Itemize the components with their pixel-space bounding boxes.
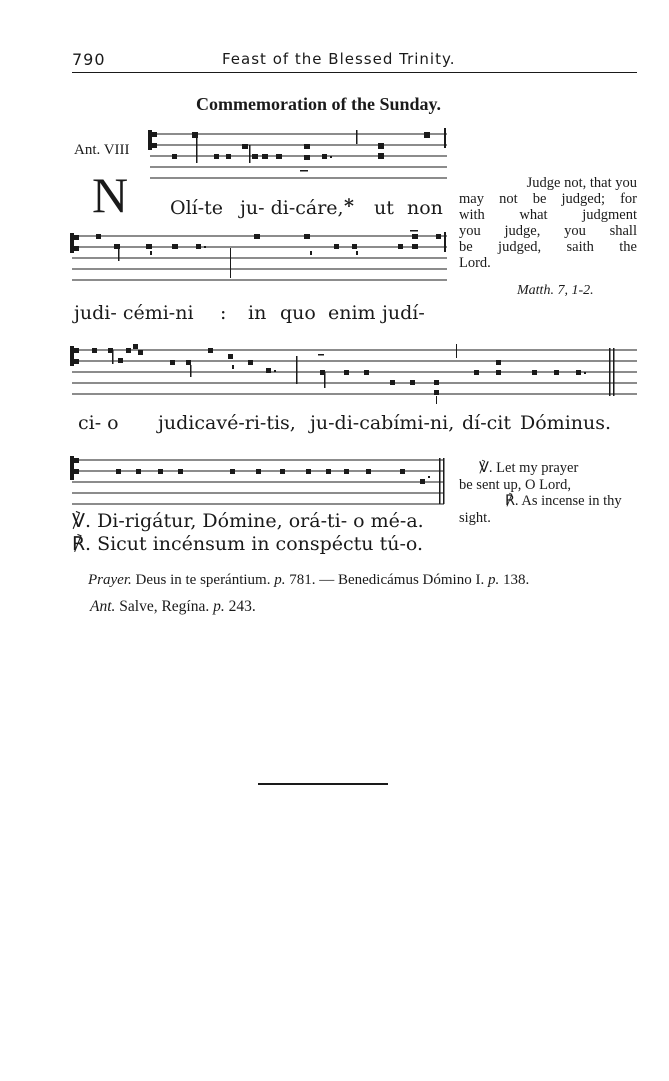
asterisk-mark: * — [344, 195, 354, 217]
section-title: Commemoration of the Sunday. — [196, 94, 442, 114]
lyric-syllable: judicavé-ri-tis, — [158, 412, 296, 434]
prayer-incipit: Deus in te sperántium. — [135, 572, 271, 588]
initial-letter: N — [92, 167, 129, 223]
translation-line: may not be judged; for — [459, 191, 637, 207]
lyric-syllable: in — [248, 302, 267, 324]
page-number: 790 — [72, 50, 106, 69]
antiphon-label: Ant. — [90, 598, 116, 615]
lyric-syllable: dí-cit — [462, 412, 512, 434]
lyric-syllable: non — [407, 197, 443, 219]
translation-line: be judged, saith the — [459, 239, 637, 255]
antiphon-incipit: Salve, Regína. — [119, 598, 210, 615]
prayer-reference — [88, 572, 529, 589]
lyric-syllable: ju- di-cáre, — [240, 197, 344, 219]
translation-line: sight. — [459, 509, 491, 526]
lyric-syllable: judí- — [382, 302, 425, 324]
translation-line: be sent up, O Lord, — [459, 476, 571, 493]
page-abbrev: p. — [487, 572, 500, 588]
translation-line: Lord. — [459, 255, 491, 271]
versicle-translation — [459, 460, 637, 526]
translation-line: ℣. Let my prayer — [479, 460, 579, 476]
page-abbrev: p. — [213, 598, 225, 615]
end-rule — [258, 783, 388, 785]
lyric-syllable: ci- o — [78, 412, 119, 434]
running-title: Feast of the Blessed Trinity. — [222, 50, 456, 68]
final-antiphon — [90, 598, 256, 616]
versicle-text: ℣. Di-rigátur, Dómine, orá-ti- o mé-a. — [72, 510, 424, 532]
benedicamus-ref: — Benedicámus Dómino I. — [319, 572, 485, 588]
mode-label: Ant. VIII — [74, 142, 130, 158]
lyric-syllable: Olí-te — [170, 197, 224, 219]
translation-line: with what judgment — [459, 207, 637, 223]
page-ref: 243. — [228, 598, 256, 615]
page-ref: 781. — [289, 572, 316, 588]
translation-line: Judge not, that you — [526, 175, 637, 191]
lyric-syllable: ju-di-cabími-ni, — [310, 412, 455, 434]
lyric-syllable: : — [220, 302, 227, 324]
response-text: ℟. Sicut incénsum in conspéctu tú-o. — [72, 533, 424, 555]
lyric-syllable: judi- cémi-ni — [74, 302, 194, 324]
lyric-syllable: quo — [280, 302, 316, 324]
prayer-label: Prayer. — [88, 572, 132, 588]
lyric-syllable: enim — [328, 302, 376, 324]
lyric-syllable: ut — [374, 197, 394, 219]
scripture-citation: Matth. 7, 1-2. — [517, 283, 594, 298]
page-abbrev: p. — [274, 572, 286, 588]
translation-line: you judge, you shall — [459, 223, 637, 239]
translation-line: ℟. As incense in thy — [505, 493, 622, 509]
lyric-syllable: Dóminus. — [520, 412, 612, 434]
page-ref: 138. — [502, 572, 530, 588]
